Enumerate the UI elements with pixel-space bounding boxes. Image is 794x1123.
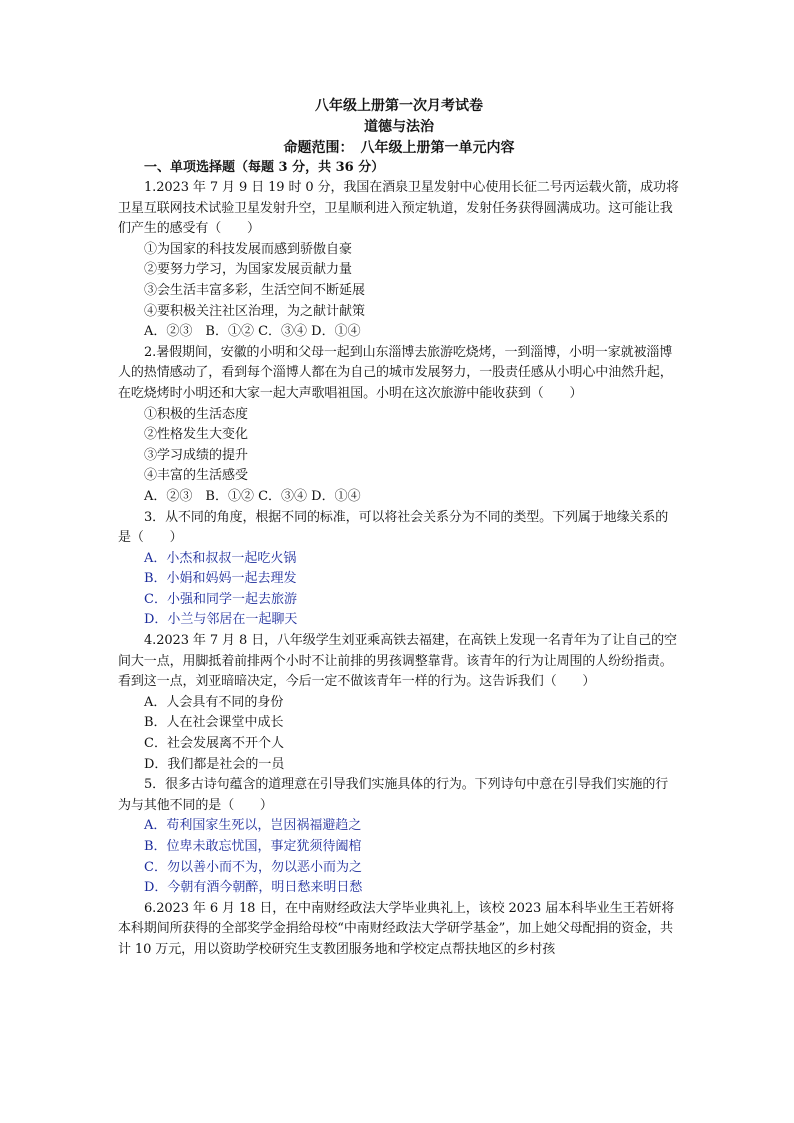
question-stem: 1.2023 年 7 月 9 日 19 时 0 分，我国在酒泉卫星发射中心使用长征二号丙运载火箭，成功将卫星互联网技术试验卫星发射升空，卫星顺利进入预定轨道，发射任务获得圆满成功。这可能让我们产生的感受有（ ）: [118, 180, 679, 237]
option-a: A．小杰和叔叔一起吃火锅: [144, 550, 297, 566]
option-d: D．今朝有酒今朝醉，明日愁来明日愁: [144, 880, 363, 896]
statement-item: ①为国家的科技发展而感到骄傲自豪: [144, 241, 353, 257]
option-b: B．小娟和妈妈一起去理发: [144, 571, 297, 587]
answer-choices: A．②③ B．①② C．③④ D．①④: [144, 324, 361, 340]
exam-subject: 道德与法治: [364, 119, 434, 135]
question-1: [118, 178, 680, 343]
option-b: B．人在社会课堂中成长: [144, 715, 284, 731]
exam-title: 八年级上册第一次月考试卷: [315, 98, 483, 114]
statement-item: ②性格发生大变化: [144, 427, 249, 443]
option-c: C．社会发展离不开个人: [144, 736, 284, 752]
statement-item: ②要努力学习，为国家发展贡献力量: [144, 262, 353, 278]
exam-page: [118, 96, 680, 961]
question-2: [118, 343, 680, 508]
statement-item: ③会生活丰富多彩，生活空间不断延展: [144, 282, 366, 298]
option-d: D．我们都是社会的一员: [144, 756, 285, 772]
statement-item: ④要积极关注社区治理，为之献计献策: [144, 303, 366, 319]
question-stem: 5．很多古诗句蕴含的道理意在引导我们实施具体的行为。下列诗句中意在引导我们实施的行为与其他不同的是（ ）: [118, 777, 669, 813]
option-b: B．位卑未敢忘忧国，事定犹须待阖棺: [144, 839, 362, 854]
statement-item: ①积极的生活态度: [144, 406, 249, 422]
exam-scope: 命题范围： 八年级上册第一单元内容: [283, 140, 515, 156]
statement-item: ④丰富的生活感受: [144, 468, 249, 484]
question-5: [118, 775, 680, 899]
question-4: [118, 631, 680, 775]
option-a: A．人会具有不同的身份: [144, 694, 284, 710]
option-c: C．勿以善小而不为，勿以恶小而为之: [144, 859, 362, 875]
question-stem: 2.暑假期间，安徽的小明和父母一起到山东淄博去旅游吃烧烤，一到淄博，小明一家就被淄博人的热情感动了，看到每个淄博人都在为自己的城市发展努力，一股责任感从小明心中油然升起，在吃烧烤时小明还和大家一起大声歌唱祖国。小明在这次旅游中能收获到（ ）: [118, 344, 673, 401]
question-stem: 6.2023 年 6 月 18 日，在中南财经政法大学毕业典礼上，该校 2023 届本科毕业生王若妍将本科期间所获得的全部奖学金捐给母校“中南财经政法大学研学基金”，加上她父母配捐的资金，共计 10 万元，用以资助学校研究生支教团服务地和学校定点帮扶地区的乡村孩: [118, 900, 675, 957]
question-3: [118, 508, 680, 632]
question-6: [118, 899, 680, 961]
section-heading: 一、单项选择题（每题 3 分，共 36 分）: [144, 160, 385, 175]
answer-choices: A．②③ B．①② C．③④ D．①④: [144, 488, 361, 504]
option-a: A．苟利国家生死以，岂因祸福避趋之: [144, 818, 362, 834]
statement-item: ③学习成绩的提升: [144, 447, 249, 463]
option-d: D．小兰与邻居在一起聊天: [144, 612, 298, 628]
question-stem: 4.2023 年 7 月 8 日，八年级学生刘亚乘高铁去福建，在高铁上发现一名青年为了让自己的空间大一点，用脚抵着前排两个小时不让前排的男孩调整靠背。该青年的行为让周围的人纷纷指责。看到这一点，刘亚暗暗决定，今后一定不做该青年一样的行为。这告诉我们（ ）: [118, 633, 677, 690]
question-stem: 3．从不同的角度，根据不同的标准，可以将社会关系分为不同的类型。下列属于地缘关系的是（ ）: [118, 509, 669, 546]
option-c: C．小强和同学一起去旅游: [144, 591, 297, 607]
